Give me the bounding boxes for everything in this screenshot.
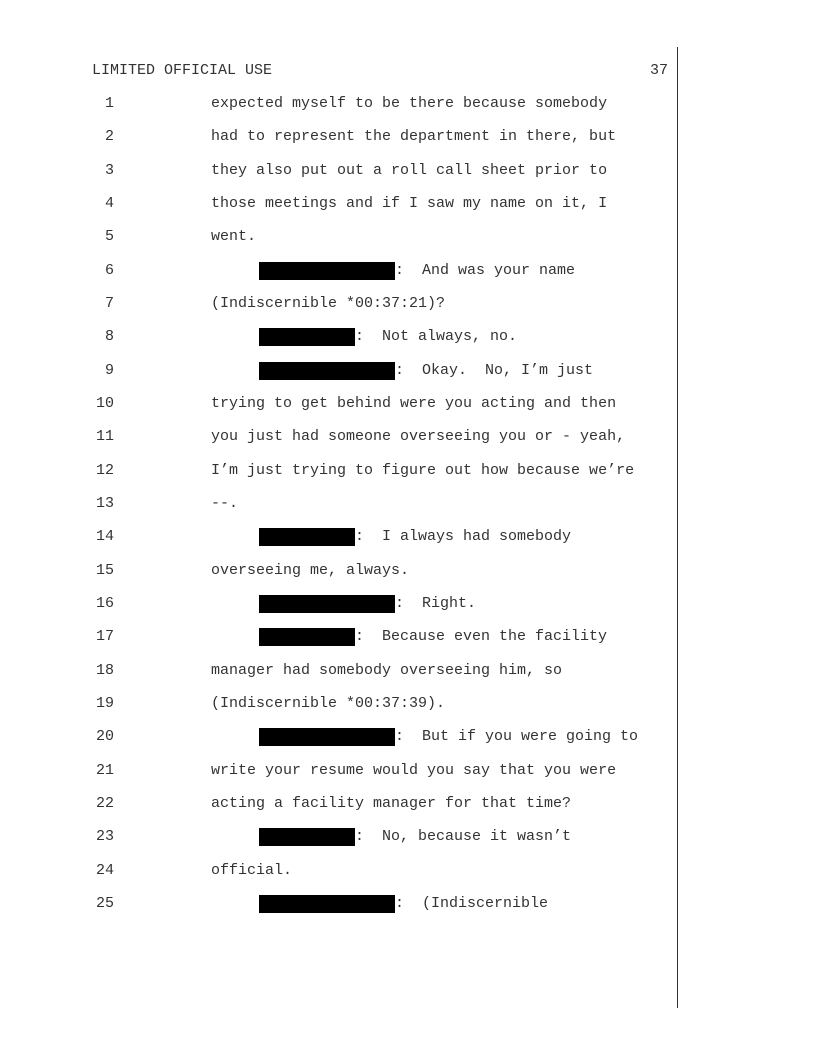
speaker-line: [259, 628, 607, 646]
redacted-speaker-name: [259, 595, 395, 613]
transcript-line: [0, 228, 680, 261]
transcript-line: [0, 462, 680, 495]
line-text: official.: [211, 861, 293, 879]
line-number: 21: [95, 761, 114, 779]
line-number: 10: [95, 394, 114, 412]
line-number: 16: [95, 594, 114, 612]
transcript-line: [0, 395, 680, 428]
transcript-line: [0, 895, 680, 928]
line-number: 5: [104, 228, 114, 246]
line-text: : Because even the facility: [355, 628, 608, 646]
line-text: : I always had somebody: [355, 528, 572, 546]
line-text: : (Indiscernible: [395, 894, 549, 912]
line-text: (Indiscernible *00:37:21)?: [211, 294, 446, 312]
line-text: (Indiscernible *00:37:39).: [211, 694, 446, 712]
line-number: 23: [95, 828, 114, 846]
line-text: those meetings and if I saw my name on it, I: [211, 194, 608, 212]
transcript-line: [0, 828, 680, 861]
line-number: 19: [95, 694, 114, 712]
transcript-line: [0, 195, 680, 228]
line-number: 11: [95, 428, 114, 446]
line-number: 9: [104, 361, 114, 379]
line-text: --.: [211, 494, 239, 512]
line-text: expected myself to be there because somebody: [211, 95, 608, 112]
transcript-line: [0, 662, 680, 695]
redacted-speaker-name: [259, 528, 355, 546]
line-text: : And was your name: [395, 261, 576, 279]
transcript-line: [0, 595, 680, 628]
line-number: 3: [104, 161, 114, 179]
transcript-line: [0, 495, 680, 528]
redacted-speaker-name: [259, 628, 355, 646]
line-text: manager had somebody overseeing him, so: [211, 661, 563, 679]
line-number: 25: [95, 894, 114, 912]
line-number: 15: [95, 561, 114, 579]
classification-header: LIMITED OFFICIAL USE: [92, 62, 273, 79]
line-text: had to represent the department in there, but: [211, 128, 617, 146]
speaker-line: [259, 362, 593, 380]
line-text: : Right.: [395, 594, 477, 612]
redacted-speaker-name: [259, 262, 395, 280]
transcript-line: [0, 128, 680, 161]
transcript-line: [0, 162, 680, 195]
line-number: 14: [95, 528, 114, 546]
line-number: 8: [104, 328, 114, 346]
transcript-body: [0, 95, 680, 928]
redacted-speaker-name: [259, 728, 395, 746]
line-text: they also put out a roll call sheet prior to: [211, 161, 608, 179]
transcript-line: [0, 528, 680, 561]
line-number: 6: [104, 261, 114, 279]
line-text: : Not always, no.: [355, 328, 518, 346]
transcript-line: [0, 95, 680, 128]
page-number: 37: [649, 62, 668, 79]
transcript-line: [0, 695, 680, 728]
transcript-line: [0, 428, 680, 461]
line-number: 2: [104, 128, 114, 146]
line-number: 22: [95, 794, 114, 812]
line-number: 17: [95, 628, 114, 646]
transcript-line: [0, 328, 680, 361]
speaker-line: [259, 895, 548, 913]
line-text: went.: [211, 228, 257, 246]
transcript-line: [0, 295, 680, 328]
line-text: overseeing me, always.: [211, 561, 410, 579]
transcript-line: [0, 795, 680, 828]
line-text: acting a facility manager for that time?: [211, 794, 572, 812]
line-number: 4: [104, 194, 114, 212]
speaker-line: [259, 328, 517, 346]
transcript-line: [0, 862, 680, 895]
redacted-speaker-name: [259, 895, 395, 913]
transcript-line: [0, 762, 680, 795]
speaker-line: [259, 828, 571, 846]
transcript-line: [0, 362, 680, 395]
line-text: trying to get behind were you acting and then: [211, 394, 617, 412]
line-text: : But if you were going to: [395, 728, 639, 746]
redacted-speaker-name: [259, 828, 355, 846]
transcript-line: [0, 628, 680, 661]
redacted-speaker-name: [259, 362, 395, 380]
redacted-speaker-name: [259, 328, 355, 346]
line-number: 18: [95, 661, 114, 679]
speaker-line: [259, 528, 571, 546]
speaker-line: [259, 262, 575, 280]
line-number: 7: [104, 294, 114, 312]
line-text: : No, because it wasn’t: [355, 828, 572, 846]
line-text: write your resume would you say that you were: [211, 761, 617, 779]
speaker-line: [259, 595, 476, 613]
line-text: I’m just trying to figure out how because we’re: [211, 461, 635, 479]
transcript-line: [0, 728, 680, 761]
speaker-line: [259, 728, 638, 746]
line-number: 24: [95, 861, 114, 879]
line-number: 12: [95, 461, 114, 479]
transcript-line: [0, 262, 680, 295]
line-text: : Okay. No, I’m just: [395, 361, 594, 379]
transcript-line: [0, 562, 680, 595]
line-number: 13: [95, 494, 114, 512]
line-number: 1: [104, 95, 114, 112]
line-text: you just had someone overseeing you or - yeah,: [211, 428, 626, 446]
line-number: 20: [95, 728, 114, 746]
